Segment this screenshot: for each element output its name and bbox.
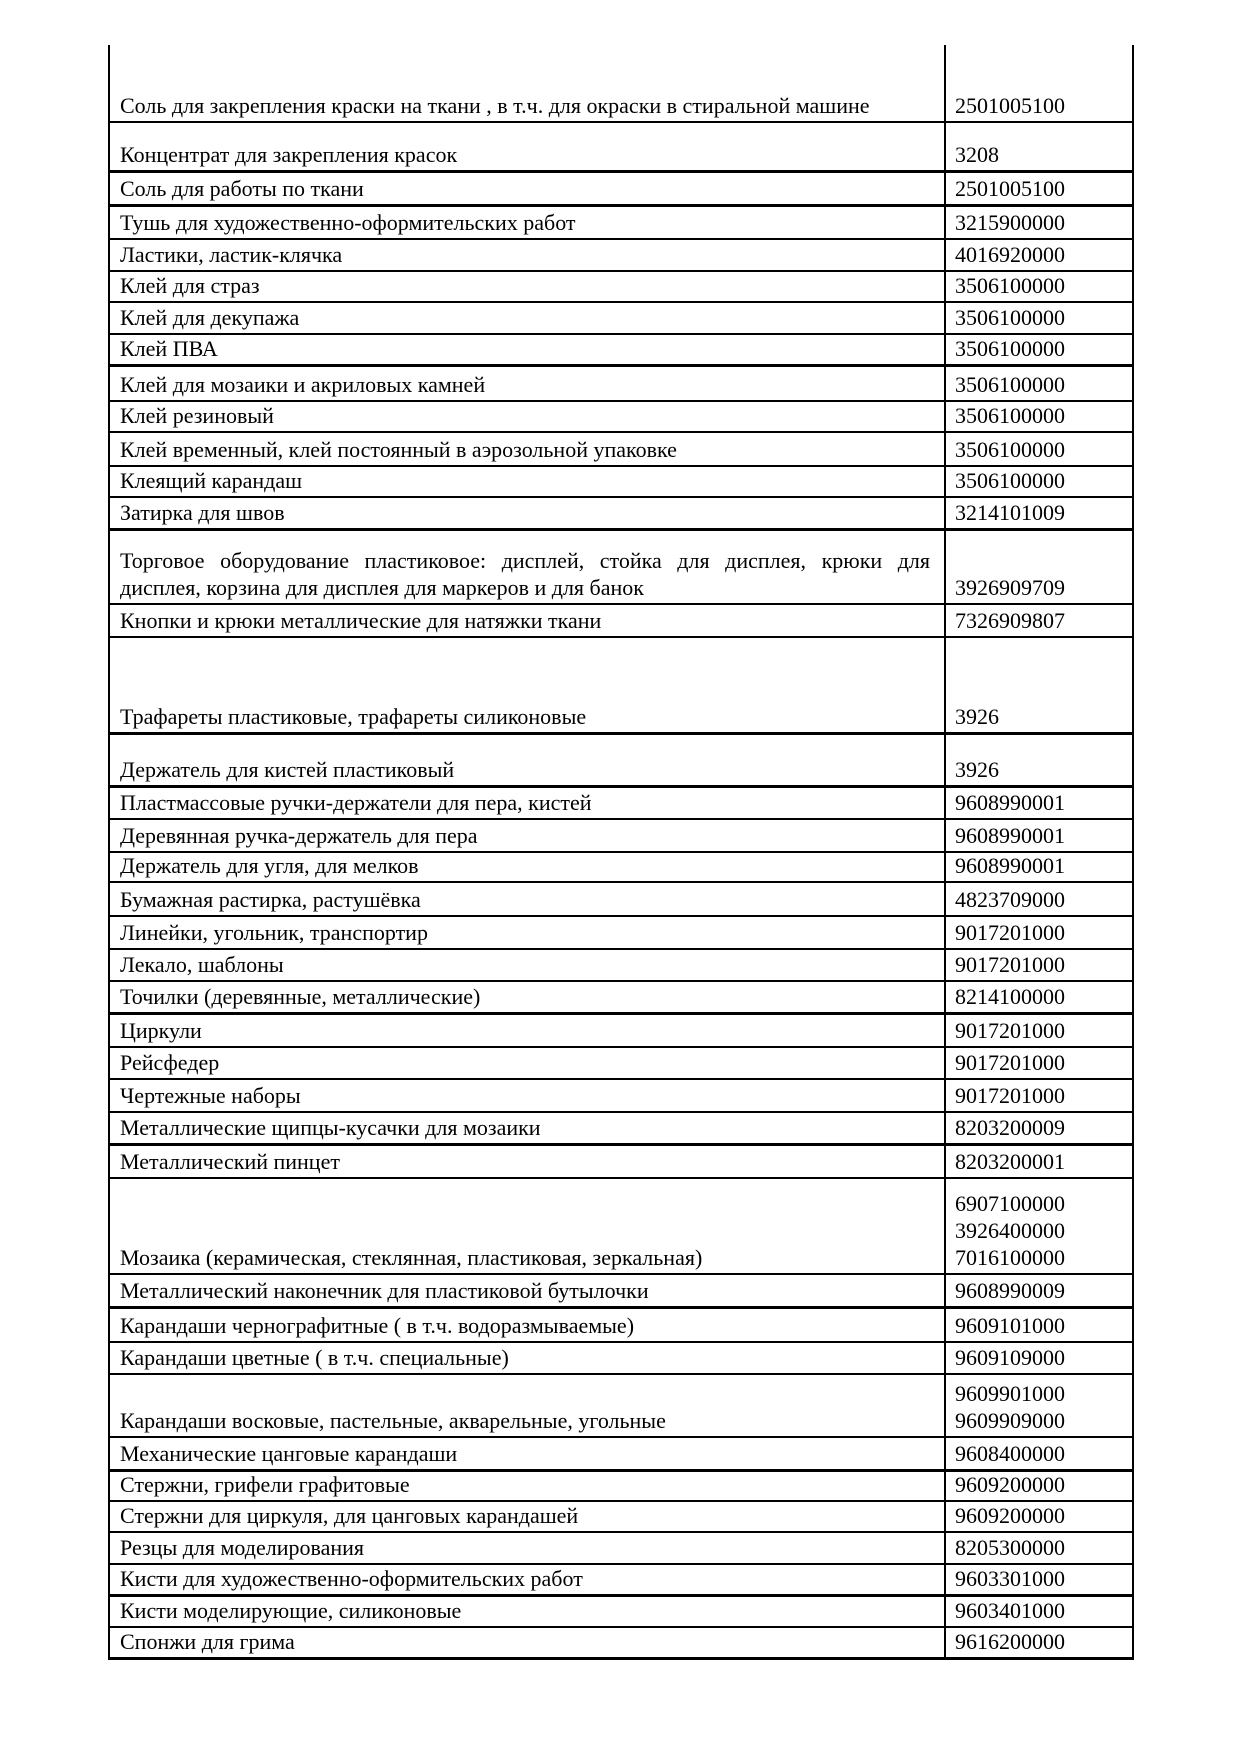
product-name-cell <box>110 335 946 364</box>
product-name: Клеящий карандаш <box>120 468 303 493</box>
product-name: Карандаши чернографитные ( в т.ч. водоразмываемые) <box>120 1313 635 1338</box>
product-name-cell <box>110 1533 946 1563</box>
product-code: 3926 <box>955 704 999 729</box>
product-code-cell <box>946 1179 1132 1273</box>
product-code-cell <box>946 402 1132 431</box>
product-code-cell <box>946 1628 1132 1657</box>
table-row <box>110 1628 1132 1660</box>
product-code: 9609901000 <box>955 1381 1065 1406</box>
product-code-cell <box>946 883 1132 915</box>
product-name-cell <box>110 45 946 121</box>
table-row <box>110 1533 1132 1565</box>
product-name: Спонжи для грима <box>120 1629 295 1654</box>
product-name: Клей для мозаики и акриловых камней <box>120 372 486 397</box>
product-name-cell <box>110 402 946 431</box>
product-name-cell <box>110 1146 946 1177</box>
product-code: 9608990009 <box>955 1278 1065 1303</box>
product-code: 9603301000 <box>955 1566 1065 1591</box>
product-code: 9017201000 <box>955 952 1065 977</box>
product-name-cell <box>110 123 946 170</box>
table-row <box>110 335 1132 367</box>
table-row <box>110 1565 1132 1597</box>
product-name: Клей ПВА <box>120 336 218 361</box>
product-name: Кнопки и крюки металлические для натяжки ткани <box>120 608 602 633</box>
table-row <box>110 853 1132 883</box>
product-name: Затирка для швов <box>120 500 285 525</box>
table-row <box>110 1080 1132 1113</box>
product-code: 9017201000 <box>955 1083 1065 1108</box>
product-name-cell <box>110 367 946 400</box>
product-code: 3215900000 <box>955 210 1065 235</box>
product-code-cell <box>946 1597 1132 1626</box>
product-name: Лекало, шаблоны <box>120 952 284 977</box>
product-code-cell <box>946 123 1132 170</box>
product-code-cell <box>946 1048 1132 1078</box>
product-code: 3506100000 <box>955 273 1065 298</box>
product-name: Линейки, угольник, транспортир <box>120 920 428 945</box>
product-name-cell <box>110 1375 946 1436</box>
product-code-cell <box>946 1113 1132 1143</box>
table-row <box>110 982 1132 1015</box>
product-code: 3506100000 <box>955 305 1065 330</box>
product-name: Деревянная ручка-держатель для пера <box>120 823 478 848</box>
product-name-cell <box>110 1502 946 1531</box>
product-code: 9609109000 <box>955 1345 1065 1370</box>
product-code-cell <box>946 207 1132 238</box>
product-code-cell <box>946 303 1132 333</box>
product-name-cell <box>110 1309 946 1341</box>
product-code: 2501005100 <box>955 93 1065 118</box>
table-row <box>110 1375 1132 1438</box>
product-name: Карандаши цветные ( в т.ч. специальные) <box>120 1345 509 1370</box>
product-code: 9017201000 <box>955 1018 1065 1043</box>
product-name: Карандаши восковые, пастельные, акварельные, угольные <box>120 1408 666 1433</box>
product-code-cell <box>946 788 1132 818</box>
product-name: Металлический пинцет <box>120 1149 340 1174</box>
product-name-cell <box>110 240 946 270</box>
product-code-cell <box>946 1015 1132 1046</box>
product-code: 3506100000 <box>955 468 1065 493</box>
table-row <box>110 883 1132 917</box>
product-name: Ластики, ластик-клячка <box>120 242 343 267</box>
product-code: 3506100000 <box>955 336 1065 361</box>
product-name: Пластмассовые ручки-держатели для пера, кистей <box>120 790 592 815</box>
product-name: Стержни, грифели графитовые <box>120 1472 410 1497</box>
product-code-table <box>108 45 1134 1660</box>
product-code: 3506100000 <box>955 372 1065 397</box>
product-name: Кисти для художественно-оформительских работ <box>120 1566 583 1591</box>
product-code-cell <box>946 605 1132 636</box>
product-code: 4823709000 <box>955 887 1065 912</box>
product-code: 3208 <box>955 142 999 167</box>
product-code-cell <box>946 820 1132 851</box>
product-code-cell <box>946 498 1132 528</box>
product-code: 9609200000 <box>955 1472 1065 1497</box>
product-code-cell <box>946 433 1132 465</box>
table-row <box>110 735 1132 788</box>
product-name: Клей резиновый <box>120 403 274 428</box>
product-name: Точилки (деревянные, металлические) <box>120 984 481 1009</box>
product-code-cell <box>946 1080 1132 1111</box>
product-code: 9017201000 <box>955 920 1065 945</box>
product-name-cell <box>110 272 946 301</box>
product-code-cell <box>946 1533 1132 1563</box>
product-name-cell <box>110 638 946 732</box>
product-code-cell <box>946 173 1132 204</box>
table-row <box>110 638 1132 735</box>
product-name-cell <box>110 853 946 881</box>
product-name: Чертежные наборы <box>120 1083 301 1108</box>
table-row <box>110 1309 1132 1343</box>
product-name: Клей для страз <box>120 273 260 298</box>
product-code: 6907100000 <box>955 1191 1065 1216</box>
product-code-cell <box>946 1343 1132 1373</box>
product-code-cell <box>946 1502 1132 1531</box>
product-name-cell <box>110 1179 946 1273</box>
product-code-cell <box>946 1146 1132 1177</box>
product-code: 9603401000 <box>955 1598 1065 1623</box>
product-name-cell <box>110 1438 946 1469</box>
product-code: 9608990001 <box>955 790 1065 815</box>
product-code: 8214100000 <box>955 984 1065 1009</box>
product-name-cell <box>110 1343 946 1373</box>
table-row <box>110 1597 1132 1628</box>
product-code: 9608990001 <box>955 823 1065 848</box>
table-row <box>110 207 1132 240</box>
product-code: 3214101009 <box>955 500 1065 525</box>
product-name-cell <box>110 531 946 603</box>
product-name-cell <box>110 883 946 915</box>
product-name: Клей для декупажа <box>120 305 300 330</box>
table-row <box>110 433 1132 467</box>
product-code-cell <box>946 1275 1132 1306</box>
table-row <box>110 917 1132 950</box>
product-name-cell <box>110 467 946 496</box>
product-code-cell <box>946 638 1132 732</box>
product-name-cell <box>110 982 946 1012</box>
product-code: 9608990001 <box>955 853 1065 878</box>
product-code: 8203200001 <box>955 1149 1065 1174</box>
product-code-cell <box>946 1438 1132 1469</box>
table-row <box>110 1502 1132 1533</box>
product-name: Мозаика (керамическая, стеклянная, пластиковая, зеркальная) <box>120 1245 703 1270</box>
product-name: Стержни для циркуля, для цанговых карандашей <box>120 1503 579 1528</box>
table-row <box>110 950 1132 982</box>
table-row <box>110 1438 1132 1472</box>
product-name-cell <box>110 1015 946 1046</box>
product-name: Держатель для кистей пластиковый <box>120 757 455 782</box>
product-code-cell <box>946 335 1132 364</box>
table-row <box>110 303 1132 335</box>
table-row <box>110 240 1132 272</box>
product-code-cell <box>946 735 1132 785</box>
product-name: Трафареты пластиковые, трафареты силиконовые <box>120 704 587 729</box>
product-name: Резцы для моделирования <box>120 1535 365 1560</box>
product-name: Бумажная растирка, растушёвка <box>120 887 421 912</box>
product-name-cell <box>110 1080 946 1111</box>
product-name-cell <box>110 433 946 465</box>
product-code: 7016100000 <box>955 1245 1065 1270</box>
product-name: Тушь для художественно-оформительских работ <box>120 210 576 235</box>
table-row <box>110 1113 1132 1146</box>
product-code: 9609909000 <box>955 1408 1065 1433</box>
product-name-cell <box>110 1472 946 1500</box>
table-row <box>110 1343 1132 1375</box>
product-code: 8203200009 <box>955 1115 1065 1140</box>
product-name-cell <box>110 173 946 204</box>
product-name: Соль для закрепления краски на ткани , в т.ч. для окраски в стиральной машине <box>120 93 870 118</box>
product-name-cell <box>110 498 946 528</box>
product-code: 9609200000 <box>955 1503 1065 1528</box>
table-row <box>110 123 1132 173</box>
product-name: Соль для работы по ткани <box>120 176 364 201</box>
product-code-cell <box>946 853 1132 881</box>
product-name-cell <box>110 1275 946 1306</box>
product-code: 9017201000 <box>955 1050 1065 1075</box>
table-row <box>110 1472 1132 1502</box>
product-code: 3506100000 <box>955 437 1065 462</box>
table-row <box>110 467 1132 498</box>
product-name: Торговое оборудование пластиковое: дисплей, стойка для дисплея, крюки для дисплея, корзина для дисплея для маркеров и для банок <box>120 548 930 600</box>
product-name-cell <box>110 1565 946 1594</box>
product-name: Рейсфедер <box>120 1050 220 1075</box>
product-name-cell <box>110 605 946 636</box>
product-name: Клей временный, клей постоянный в аэрозольной упаковке <box>120 437 677 462</box>
table-row <box>110 1015 1132 1048</box>
product-name-cell <box>110 917 946 948</box>
table-row <box>110 272 1132 303</box>
table-row <box>110 531 1132 605</box>
product-name-cell <box>110 1048 946 1078</box>
product-code-cell <box>946 467 1132 496</box>
product-name-cell <box>110 820 946 851</box>
product-code-cell <box>946 1375 1132 1436</box>
product-code-cell <box>946 982 1132 1012</box>
product-code: 9609101000 <box>955 1313 1065 1338</box>
table-row <box>110 367 1132 402</box>
product-code-cell <box>946 531 1132 603</box>
product-name: Металлические щипцы-кусачки для мозаики <box>120 1115 541 1140</box>
product-code: 3926909709 <box>955 575 1065 600</box>
product-code-cell <box>946 917 1132 948</box>
table-row <box>110 1048 1132 1080</box>
product-name: Металлический наконечник для пластиковой бутылочки <box>120 1278 649 1303</box>
product-name: Концентрат для закрепления красок <box>120 142 458 167</box>
product-name-cell <box>110 735 946 785</box>
table-row <box>110 788 1132 820</box>
table-row <box>110 498 1132 531</box>
product-code-cell <box>946 45 1132 121</box>
product-code: 3926 <box>955 757 999 782</box>
table-row <box>110 402 1132 433</box>
product-name: Циркули <box>120 1018 202 1043</box>
product-name-cell <box>110 1597 946 1626</box>
product-name: Кисти моделирующие, силиконовые <box>120 1598 462 1623</box>
product-code-cell <box>946 240 1132 270</box>
product-code: 9616200000 <box>955 1629 1065 1654</box>
product-name: Держатель для угля, для мелков <box>120 853 419 878</box>
product-name-cell <box>110 1628 946 1657</box>
table-row <box>110 1146 1132 1179</box>
product-name: Механические цанговые карандаши <box>120 1441 458 1466</box>
product-code-cell <box>946 1472 1132 1500</box>
product-name-cell <box>110 788 946 818</box>
product-code: 7326909807 <box>955 608 1065 633</box>
product-name-cell <box>110 303 946 333</box>
product-code-cell <box>946 1565 1132 1594</box>
table-row <box>110 1275 1132 1309</box>
product-code-cell <box>946 367 1132 400</box>
table-row <box>110 1179 1132 1275</box>
product-code: 3926400000 <box>955 1218 1065 1243</box>
product-code: 2501005100 <box>955 176 1065 201</box>
product-code-cell <box>946 950 1132 980</box>
product-name-cell <box>110 950 946 980</box>
product-name-cell <box>110 207 946 238</box>
table-row <box>110 820 1132 853</box>
product-code: 8205300000 <box>955 1535 1065 1560</box>
product-name-cell <box>110 1113 946 1143</box>
product-code: 3506100000 <box>955 403 1065 428</box>
product-code: 9608400000 <box>955 1441 1065 1466</box>
product-code-cell <box>946 1309 1132 1341</box>
product-code-cell <box>946 272 1132 301</box>
product-code: 4016920000 <box>955 242 1065 267</box>
table-row <box>110 605 1132 638</box>
table-row <box>110 45 1132 123</box>
table-row <box>110 173 1132 207</box>
